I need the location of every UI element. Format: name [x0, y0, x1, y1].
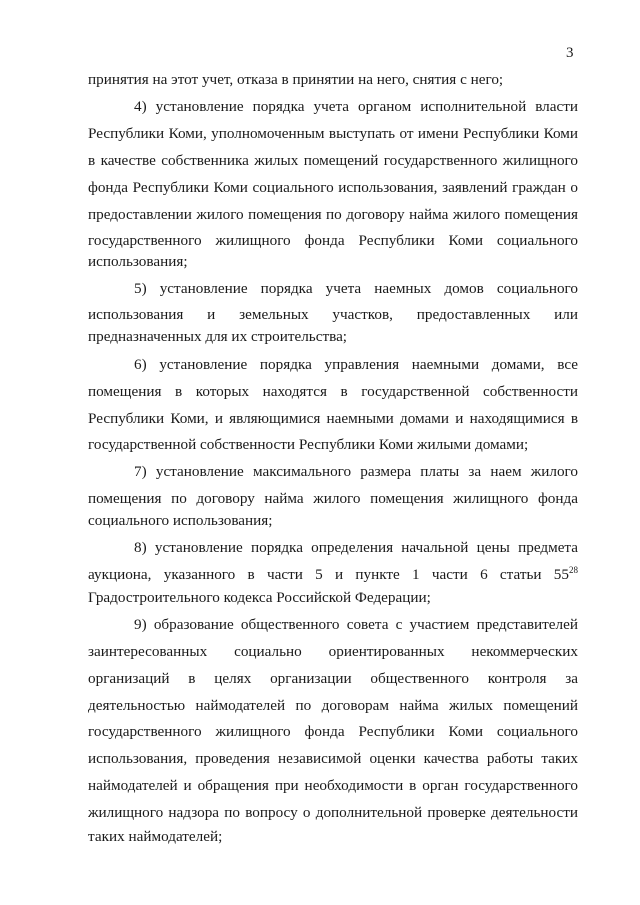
text-line-content: государственного жилищного фонда Республики Коми социального [88, 723, 578, 740]
text-line [88, 71, 578, 89]
text-line [134, 280, 578, 298]
text-line [88, 253, 578, 271]
text-line [88, 512, 578, 530]
text-line-content: Республики Коми, уполномоченным выступать от имени Республики Коми [88, 125, 578, 142]
text-line [134, 539, 578, 557]
text-line-content: государственной собственности Республики Коми жилыми домами; [88, 436, 529, 453]
text-line [88, 383, 578, 401]
text-line-content: предназначенных для их строительства; [88, 328, 348, 345]
text-line [88, 750, 578, 768]
text-line-content: социального использования; [88, 512, 273, 529]
text-line [134, 356, 578, 374]
text-line-content: помещения по договору найма жилого помещения жилищного фонда [88, 490, 578, 507]
text-line [134, 463, 578, 481]
text-line [88, 306, 578, 324]
text-line [88, 723, 578, 741]
text-line [88, 179, 578, 197]
text-line-content: 7) установление максимального размера платы за наем жилого [134, 463, 578, 480]
text-line-content: 5) установление порядка учета наемных домов социального [134, 280, 578, 297]
text-line [88, 804, 578, 822]
text-line [88, 206, 578, 224]
text-line-content: принятия на этот учет, отказа в принятии на него, снятия с него; [88, 71, 504, 88]
text-line-content: жилищного надзора по вопросу о дополнительной проверке деятельности [88, 804, 578, 821]
text-line [88, 589, 578, 607]
text-line-content: 4) установление порядка учета органом исполнительной власти [134, 98, 578, 115]
text-line [88, 328, 578, 346]
text-line-content: использования, проведения независимой оценки качества работы таких [88, 750, 578, 767]
text-line [88, 643, 578, 661]
text-line [88, 777, 578, 795]
text-line-content: 9) образование общественного совета с участием представителей [134, 616, 578, 633]
text-line-content: деятельностью наймодателей по договорам найма жилых помещений [88, 697, 578, 714]
text-line [88, 125, 578, 143]
text-line [88, 697, 578, 715]
superscript: 28 [569, 566, 578, 575]
text-line-content: помещения в которых находятся в государственной собственности [88, 383, 578, 400]
text-line-content: 8) установление порядка определения начальной цены предмета [134, 539, 578, 556]
text-line [88, 436, 578, 454]
text-line-content: государственного жилищного фонда Республики Коми социального [88, 232, 578, 249]
text-line-content: фонда Республики Коми социального использования, заявлений граждан о [88, 179, 578, 196]
text-line-content: таких наймодателей; [88, 828, 223, 845]
text-line-content: Республики Коми, и являющимися наемными домами и находящимися в [88, 410, 578, 427]
text-line-content: наймодателей и обращения при необходимости в орган государственного [88, 777, 578, 794]
text-line-content: организаций в целях организации общественного контроля за [88, 670, 578, 687]
text-line [88, 152, 578, 170]
text-line [88, 828, 578, 846]
text-line [88, 566, 578, 584]
text-line [134, 98, 578, 116]
page-number: 3 [566, 45, 574, 61]
text-line-content: в качестве собственника жилых помещений государственного жилищного [88, 152, 578, 169]
text-line [88, 410, 578, 428]
text-line [88, 670, 578, 688]
text-line-content: предоставлении жилого помещения по договору найма жилого помещения [88, 206, 578, 223]
text-line-content: 6) установление порядка управления наемными домами, все [134, 356, 578, 373]
text-line-content: аукциона, указанного в части 5 и пункте 1 части 6 статьи $55^{28}$ [88, 566, 578, 583]
text-line-content: использования и земельных участков, предоставленных или [88, 306, 578, 323]
text-line [88, 490, 578, 508]
text-line-content: Градостроительного кодекса Российской Федерации; [88, 589, 431, 606]
text-line [134, 616, 578, 634]
text-line-content: использования; [88, 253, 188, 270]
text-line-content: заинтересованных социально ориентированных некоммерческих [88, 643, 578, 660]
text-line [88, 232, 578, 250]
